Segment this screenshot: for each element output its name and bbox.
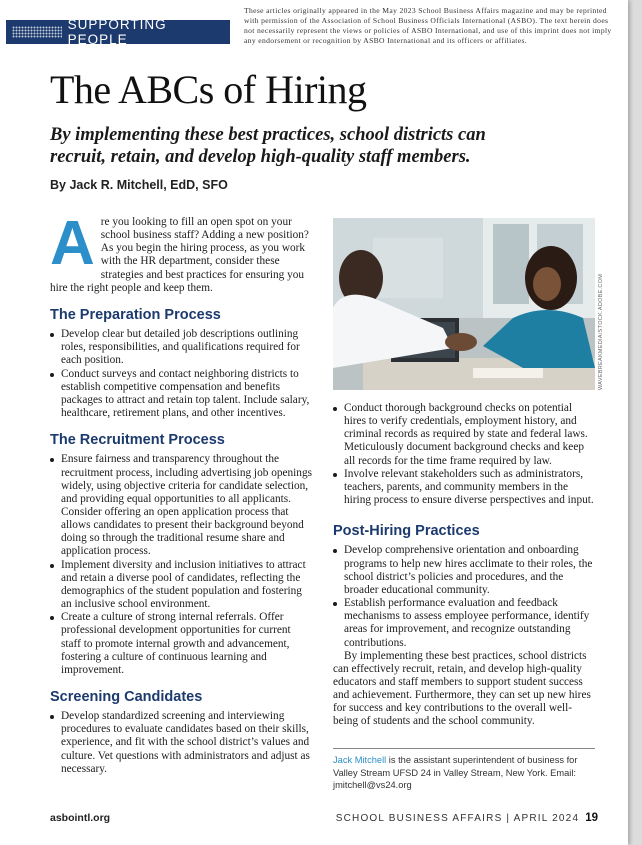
list-post-hiring xyxy=(333,544,595,649)
list-item: Create a culture of strong internal referrals. Offer professional development opportunities for current staff to promote internal growth and advancement, fostering a culture of continuous learning and improvement. xyxy=(61,611,312,677)
publication-name: SCHOOL BUSINESS AFFAIRS | APRIL 2024 xyxy=(335,813,580,824)
author-bio xyxy=(333,754,595,792)
bio-author-name: Jack Mitchell xyxy=(333,755,387,765)
list-item: Involve relevant stakeholders such as administrators, teachers, parents, and community members in the hiring process to ensure diverse perspectives and input. xyxy=(344,467,594,507)
reprint-notice: These articles originally appeared in the May 2023 School Business Affairs magazine and may be reprinted with permission of the Association of School Business Officials International (ASBO). The text herein does not necessarily represent the views or policies of ASBO International, and use of this imprint does not imply any endorsement or recognition by ASBO International and its officers or affiliates. xyxy=(244,6,612,45)
list-preparation xyxy=(50,328,312,420)
list-screening xyxy=(50,710,312,776)
section-banner xyxy=(6,17,230,47)
handshake-illustration xyxy=(333,218,595,390)
intro-text: re you looking to fill an open spot on your school business staff? Adding a new position? As you begin the hiring process, as you work with the HR department, consider these strategies and best practices for ensuring you hire the right people and keep them. xyxy=(50,216,309,294)
banner-dot-pattern xyxy=(12,26,62,38)
page-number: 19 xyxy=(585,812,598,824)
list-item: Develop standardized screening and interviewing procedures to evaluate candidates based on their skills, experience, and fit with the school district’s values and culture. Vet questions with administrators and adjust as necessary. xyxy=(61,710,312,776)
photo-credit: WAVEBREAKMEDIA/STOCK.ADOBE.COM xyxy=(598,273,604,390)
footer-site-link[interactable]: asbointl.org xyxy=(50,812,111,824)
heading-preparation: The Preparation Process xyxy=(50,306,221,323)
list-item: Develop comprehensive orientation and onboarding programs to help new hires acclimate to their roles, the school district’s policies and procedures, and the broader educational community. xyxy=(344,544,595,597)
heading-recruitment: The Recruitment Process xyxy=(50,432,225,449)
right-column xyxy=(333,402,595,729)
left-column xyxy=(50,209,312,776)
list-item: Conduct thorough background checks on potential hires to verify credentials, employment history, and criminal records as required by state and federal laws. Meticulously document background checks and keep all records for the time frame required by law. xyxy=(344,402,595,468)
footer-publication xyxy=(336,812,598,824)
bio-text: is the assistant superintendent of business for Valley Stream UFSD 24 in Valley Stream, New York. Email: jmitchell@vs24.org xyxy=(333,755,578,790)
section-label: SUPPORTING PEOPLE xyxy=(67,17,167,47)
article-dek: By implementing these best practices, school districts can recruit, retain, and develop high-quality staff members. xyxy=(50,125,486,167)
intro-paragraph xyxy=(50,209,312,295)
heading-screening: Screening Candidates xyxy=(50,689,203,705)
list-item: Ensure fairness and transparency throughout the recruitment process, including advertising job openings widely, using objective criteria for candidate selection, and providing equal opportunities to all applicants. Consider offering an open application process that allows candidates to present their background beyond doing so through the traditional resume share and application process. xyxy=(61,453,312,558)
list-item: Establish performance evaluation and feedback mechanisms to assess employee performance, identify areas for improvement, and recognize outstanding contributions. xyxy=(344,597,595,650)
byline: By Jack R. Mitchell, EdD, SFO xyxy=(50,178,228,192)
drop-cap: A xyxy=(50,209,95,278)
list-item: Conduct surveys and contact neighboring districts to establish competitive compensation and benefits packages to attract and retain top talent. Include salary, healthcare, retirement plans, and other incentives. xyxy=(61,368,312,421)
list-item: Develop clear but detailed job descriptions outlining roles, responsibilities, and qualifications required for each position. xyxy=(61,328,312,367)
list-item: Implement diversity and inclusion initiatives to attract and retain a diverse pool of candidates, reflecting the demographics of the student population and fostering an inclusive school environment. xyxy=(61,559,312,612)
heading-post-hiring: Post-Hiring Practices xyxy=(333,523,480,540)
handshake-photo xyxy=(333,218,595,390)
closing-paragraph: By implementing these best practices, school districts can effectively recruit, retain, and develop high-quality educators and staff members to support student success and achievement. Furthermore, they can set up new hires for success and key contributions to the overall well-being of students and the school community. xyxy=(333,649,591,728)
list-recruitment xyxy=(50,453,312,677)
bio-divider xyxy=(333,748,595,749)
list-screening-continued xyxy=(333,402,595,507)
article-title: The ABCs of Hiring xyxy=(50,67,367,112)
